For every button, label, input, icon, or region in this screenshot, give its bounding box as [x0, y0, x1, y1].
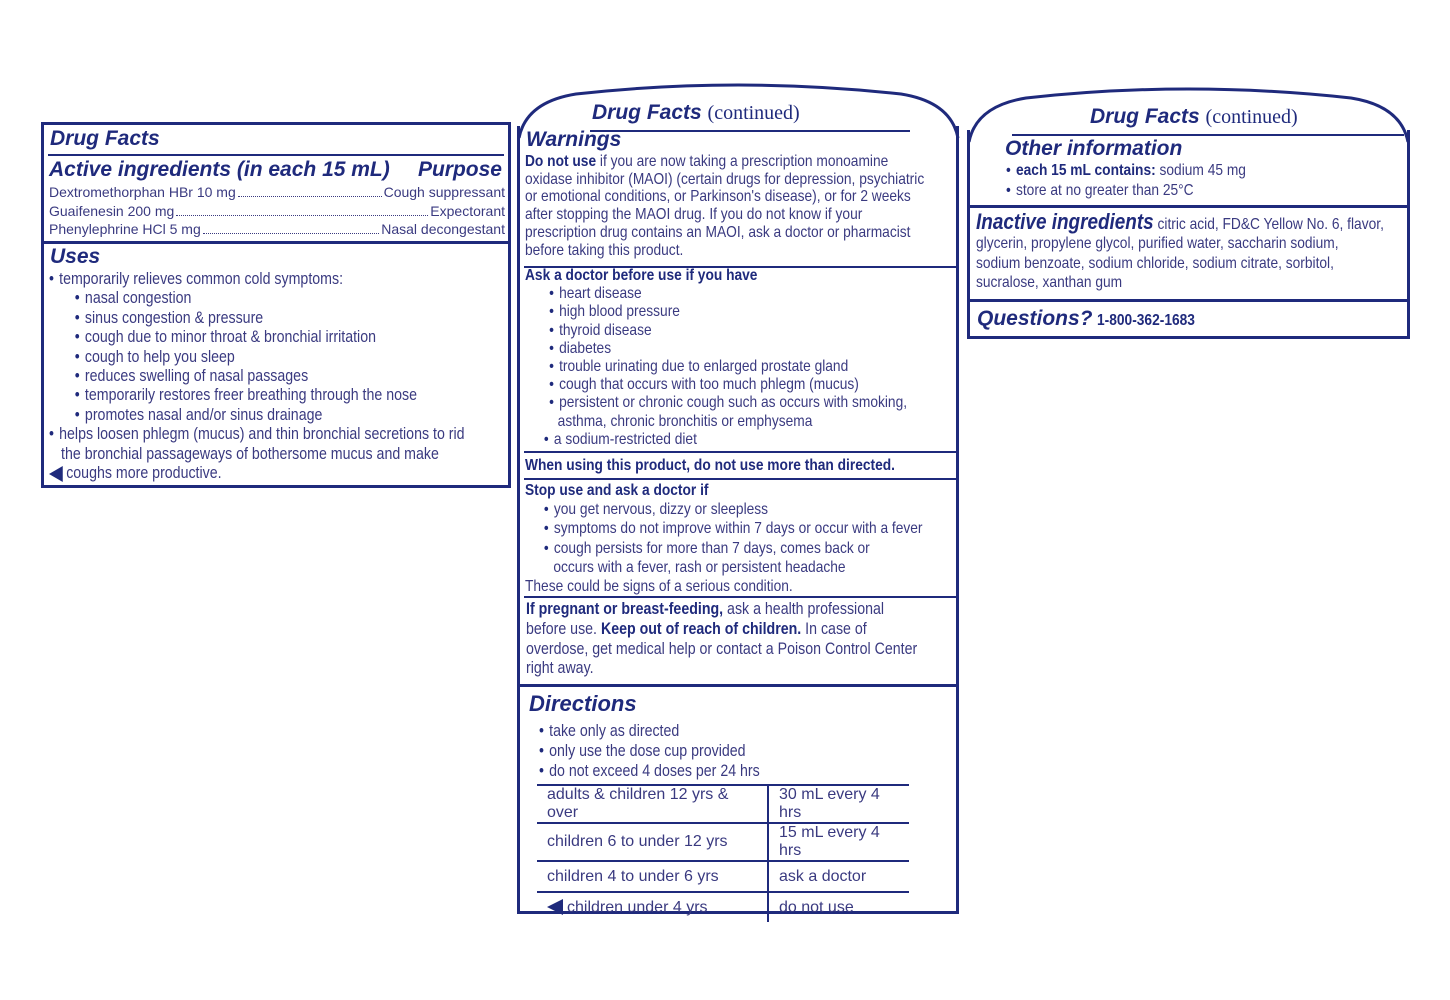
ingredients-list: [49, 183, 505, 239]
stop-use-block: [525, 481, 923, 596]
inactive-ingredients-heading: Inactive ingredients: [976, 209, 1154, 234]
list-item: • temporarily restores freer breathing through the nose: [75, 386, 465, 405]
list-item: • take only as directed: [539, 722, 760, 742]
list-item: • trouble urinating due to enlarged prostate gland: [549, 358, 907, 376]
questions-phone: 1-800-362-1683: [1096, 312, 1195, 329]
purpose-heading: Purpose: [417, 158, 502, 181]
drug-facts-panel-1: [41, 122, 511, 488]
list-item: • nasal congestion: [75, 289, 465, 308]
list-item: • high blood pressure: [549, 303, 907, 321]
panel-3-title: Drug Facts (continued): [1090, 105, 1298, 128]
uses-last-line-3: coughs more productive.: [66, 464, 222, 483]
uses-intro: • temporarily relieves common cold symptoms:: [49, 270, 465, 289]
table-row: children 4 to under 6 yrs ask a doctor: [537, 861, 909, 892]
uses-list: [49, 270, 465, 483]
list-item: • you get nervous, dizzy or sleepless: [544, 500, 923, 519]
panel-2-title: Drug Facts (continued): [592, 101, 800, 124]
uses-last-line-1: • helps loosen phlegm (mucus) and thin bronchial secretions to rid: [49, 425, 465, 444]
do-not-use-block: Do not use if you are now taking a prescription monoamine oxidase inhibitor (MAOI) (certain drugs for depression, psychiatric or emotional conditions, or Parkinson's disease), or for 2 weeks after stopping the MAOI drug. If you do not know if your prescription drug contains an MAOI, ask a doctor or pharmacist before taking this product.: [525, 153, 925, 259]
active-ingredients-heading: Active ingredients (in each 15 mL): [49, 158, 390, 181]
questions-line: [977, 307, 1211, 331]
list-item: • cough to help you sleep: [75, 348, 465, 367]
ingredient-row: Dextromethorphan HBr 10 mg Cough suppressant: [49, 184, 505, 200]
other-information-heading: Other information: [1005, 137, 1183, 160]
uses-heading: Uses: [50, 245, 101, 268]
list-item: • symptoms do not improve within 7 days or occur with a fever: [544, 519, 923, 538]
ask-doctor-heading: Ask a doctor before use if you have: [525, 267, 758, 284]
questions-heading: Questions?: [977, 307, 1093, 330]
pregnancy-block: If pregnant or breast-feeding, ask a health professional before use. Keep out of reach of children. In case of overdose, get medical help or contact a Poison Control Center right away.: [526, 600, 918, 678]
continue-arrow-icon: [547, 899, 563, 915]
list-item: • persistent or chronic cough such as occurs with smoking,: [549, 394, 907, 412]
list-item: • reduces swelling of nasal passages: [75, 367, 465, 386]
stop-note: These could be signs of a serious condition.: [525, 578, 793, 596]
list-item: • cough due to minor throat & bronchial irritation: [75, 328, 465, 347]
panel-title: Drug Facts: [50, 127, 160, 150]
warnings-heading: Warnings: [526, 128, 622, 151]
ingredient-row: Phenylephrine HCl 5 mg Nasal decongestant: [49, 221, 505, 237]
list-item: • heart disease: [549, 285, 907, 303]
list-item: • each 15 mL contains: sodium 45 mg: [1006, 161, 1246, 181]
when-using-text: When using this product, do not use more than directed.: [525, 457, 896, 474]
drug-facts-panel-2: [517, 126, 959, 914]
list-item: • cough persists for more than 7 days, comes back or: [544, 539, 923, 558]
inactive-ingredients-block: Inactive ingredients citric acid, FD&C Yellow No. 6, flavor, glycerin, propylene glycol, purified water, saccharin sodium, sodium benzoate, sodium chloride, sodium citrate, sorbitol, sucralose, xanthan gum: [976, 209, 1384, 292]
table-row: children under 4 yrs do not use: [537, 892, 909, 922]
list-item: • do not exceed 4 doses per 24 hrs: [539, 762, 760, 782]
list-item: • store at no greater than 25°C: [1006, 181, 1246, 201]
dosage-table: [537, 786, 909, 922]
table-row: children 6 to under 12 yrs 15 mL every 4 hrs: [537, 823, 909, 861]
list-item: • thyroid disease: [549, 322, 907, 340]
list-item-cont: asthma, chronic bronchitis or emphysema: [557, 412, 813, 430]
ingredient-row: Guaifenesin 200 mg Expectorant: [49, 202, 505, 219]
list-item: • diabetes: [549, 340, 907, 358]
list-item: • cough that occurs with too much phlegm (mucus): [549, 376, 907, 394]
directions-heading: Directions: [529, 691, 637, 716]
continue-arrow-icon: [49, 466, 63, 482]
drug-facts-panel-3: [967, 130, 1410, 339]
other-information-list: [1006, 161, 1246, 200]
stop-use-heading: Stop use and ask a doctor if: [525, 482, 709, 499]
uses-last-line-2: the bronchial passageways of bothersome mucus and make: [61, 444, 439, 463]
list-item: • sinus congestion & pressure: [75, 309, 465, 328]
list-item-cont: occurs with a fever, rash or persistent headache: [553, 558, 846, 576]
list-item: • promotes nasal and/or sinus drainage: [75, 406, 465, 425]
list-item: • only use the dose cup provided: [539, 742, 760, 762]
directions-list: [539, 722, 760, 781]
table-row: adults & children 12 yrs & over 30 mL every 4 hrs: [537, 786, 909, 823]
list-item: • a sodium-restricted diet: [544, 431, 907, 449]
ask-doctor-block: [525, 267, 907, 449]
